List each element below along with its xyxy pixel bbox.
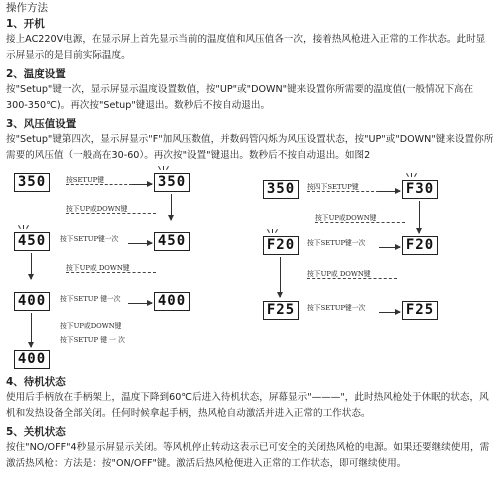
blink-indicator: [158, 162, 168, 170]
lcd-display: 400: [154, 292, 190, 311]
lcd-display: F25: [402, 301, 438, 320]
step-label: 按下UP或 DOWN键: [66, 264, 130, 272]
step-label: 按下UP或 DOWN键: [307, 270, 371, 278]
arrow-right: [128, 303, 152, 304]
arrow-down: [171, 194, 172, 220]
lcd-display: 400: [14, 350, 50, 369]
section-4-body: 使用后手柄放在手柄架上，温度下降到60℃后进入待机状态，屏幕显示"———"，此时热风枪处于休眠的状态，风机和发热设备全部关闭。任何时候拿起手柄，热风枪自动激活并进入正常的工作状态。: [6, 392, 489, 419]
doc-title: 操作方法: [6, 2, 48, 14]
arrow-right: [379, 312, 400, 313]
blink-indicator: [406, 169, 416, 177]
step-label: 按四下SETUP键: [307, 183, 359, 191]
arrow-right: [379, 247, 400, 248]
arrow-down: [31, 253, 32, 279]
lcd-display: F30: [402, 180, 438, 199]
section-5-body: 按住"NO/OFF"4秒显示屏显示关闭。等风机停止转动这表示已可安全的关闭热风枪的电源。如果还要继续使用，需激活热风枪：方法是：按"ON/OFF"键。激活后热风枪便进入正常的工作状态，即可继续使用。: [6, 442, 490, 469]
step-label: 按下UP或DOWN键: [315, 214, 377, 222]
section-5-heading: 5、关机状态: [6, 426, 66, 438]
lcd-display: 450: [154, 232, 190, 251]
section-1-heading: 1、开机: [6, 18, 45, 30]
section-2-heading: 2、温度设置: [6, 68, 66, 80]
blink-indicator: [267, 225, 277, 233]
lcd-display: 350: [263, 180, 299, 199]
step-underline: [66, 272, 156, 273]
arrow-right: [132, 184, 152, 185]
lcd-display: 350: [14, 173, 50, 192]
step-label: 按下SETUP键一次: [307, 239, 366, 247]
lcd-display: F20: [402, 236, 438, 255]
blink-indicator: [18, 221, 28, 229]
step-label: 按下UP或DOWN键: [60, 322, 122, 330]
section-1-body: 接上AC220V电源，在显示屏上首先显示当前的温度值和风压值各一次，接着热风枪进入正常的工作状态。此时显示屏显示的是目前实际温度。: [6, 34, 486, 61]
arrow-down: [419, 201, 420, 233]
step-underline: [307, 191, 379, 192]
arrow-down: [31, 313, 32, 347]
lcd-display: 450: [14, 232, 50, 251]
lcd-display: 400: [14, 292, 50, 311]
step-label: 按下SETUP键一次: [60, 235, 119, 243]
arrow-right: [128, 243, 152, 244]
step-label: 按SETUP键: [66, 176, 105, 184]
section-3-heading: 3、风压值设置: [6, 118, 77, 130]
arrow-down: [280, 257, 281, 297]
section-4-heading: 4、待机状态: [6, 376, 66, 388]
arrow-right: [379, 191, 400, 192]
step-underline: [307, 278, 397, 279]
section-2-body: 按"Setup"键一次，显示屏显示温度设置数值，按"UP"或"DOWN"键来设置你所需要的温度值(一般情况下高在300-350℃)。再次按"Setup"键退出。数秒后不按自动退出。: [6, 84, 474, 111]
section-3-body: 按"Setup"键第四次，显示屏显示"F"加风压数值，并数码管闪烁为风压设置状态，按"UP"或"DOWN"键来设置你所需要的风压值（一般高在30-60）。再次按"设置"键退出。数秒后不按自动退出。如图2: [6, 134, 494, 161]
lcd-display: F20: [263, 236, 299, 255]
lcd-display: 350: [154, 173, 190, 192]
step-underline: [315, 222, 405, 223]
step-underline: [66, 184, 132, 185]
step-label: 按下UP或DOWN键: [66, 205, 128, 213]
step-label: 按下SETUP 键一次: [60, 295, 121, 303]
lcd-display: F25: [263, 301, 299, 320]
step-label: 按下SETUP键一次: [307, 304, 366, 312]
step-underline: [66, 213, 156, 214]
step-label: 按下SETUP 键 一 次: [60, 336, 125, 344]
